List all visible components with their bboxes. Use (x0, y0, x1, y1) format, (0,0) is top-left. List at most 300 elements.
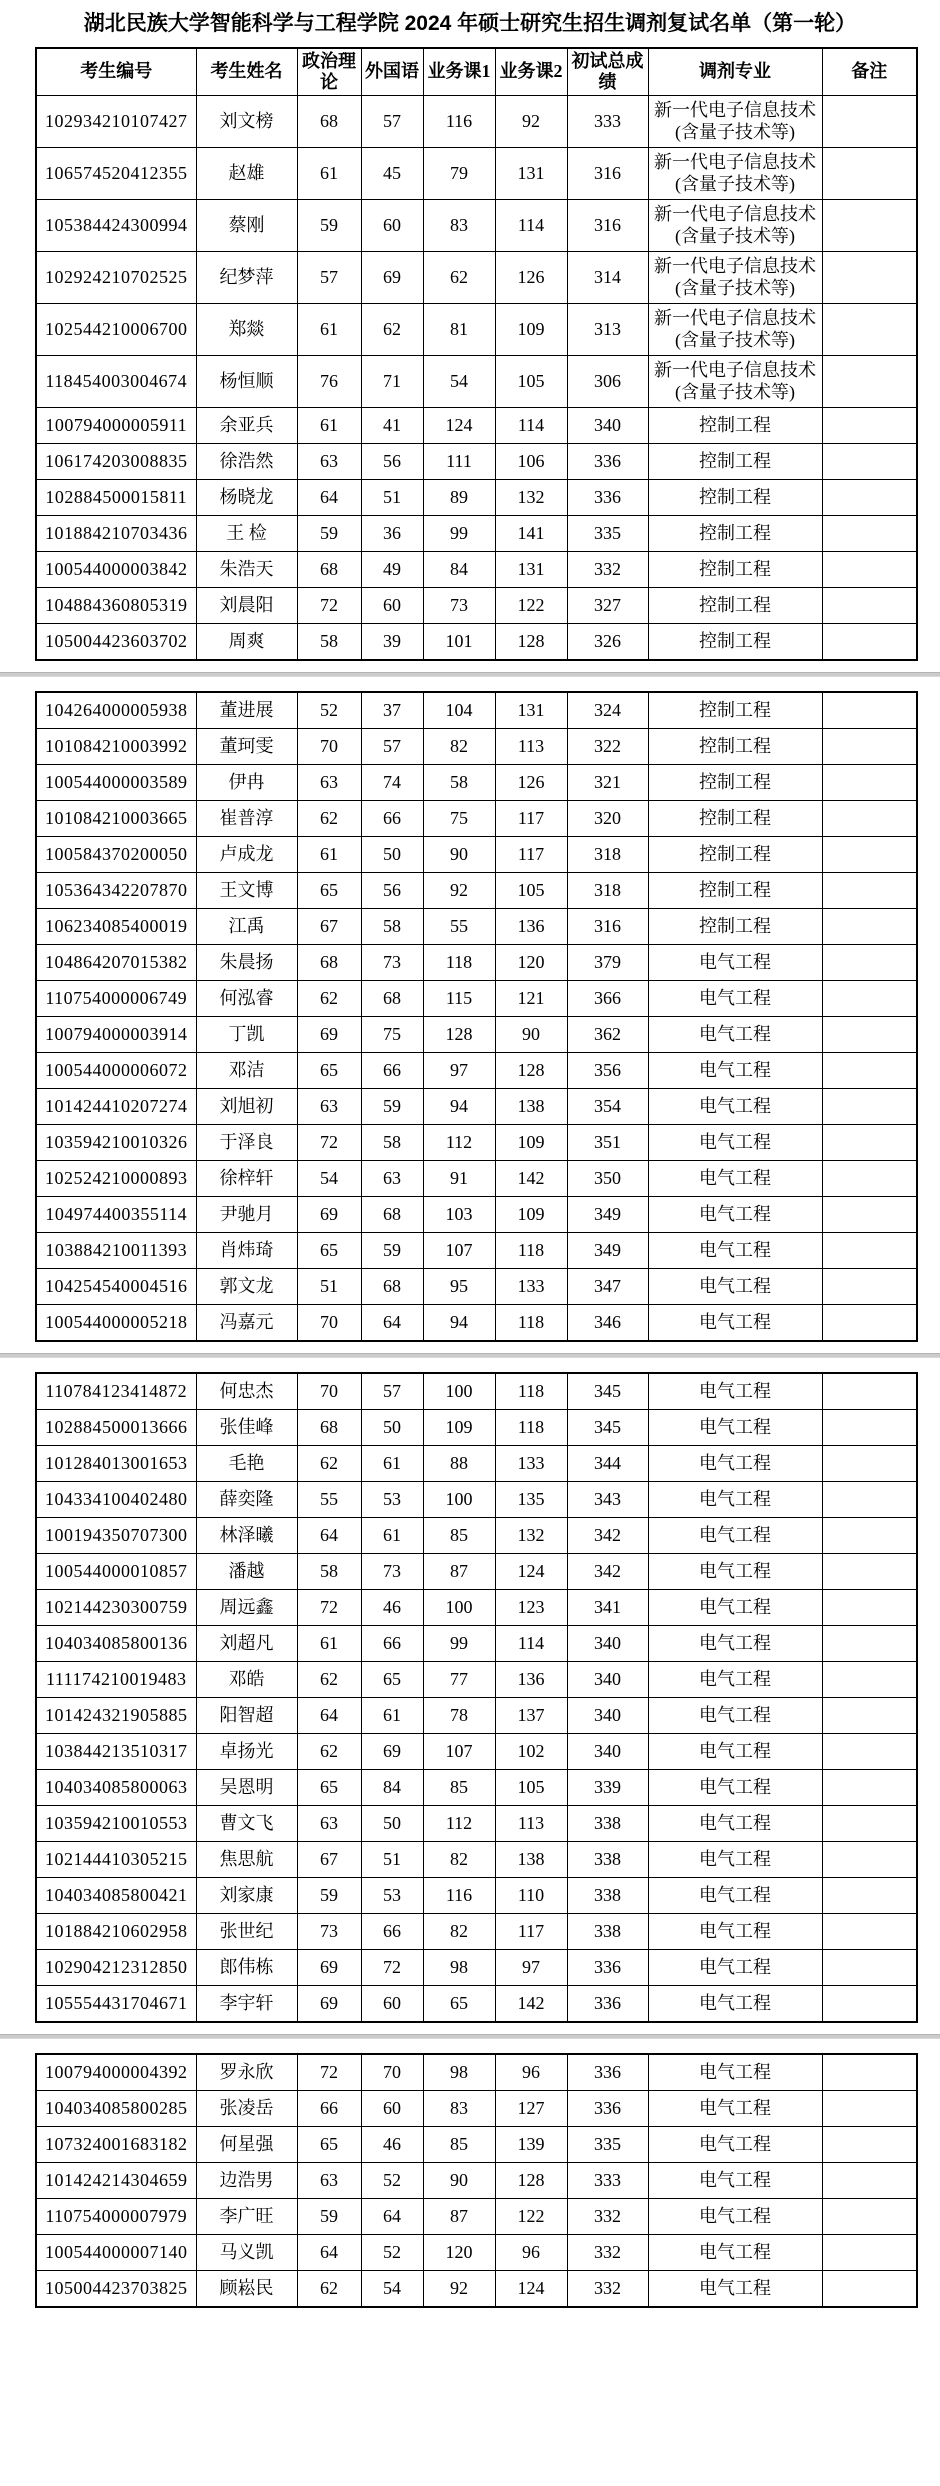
cell-course1-score: 112 (423, 1806, 495, 1842)
cell-remark (822, 1950, 917, 1986)
cell-candidate-name: 邓皓 (196, 1662, 297, 1698)
cell-course2-score: 117 (495, 837, 567, 873)
cell-total-score: 362 (567, 1017, 648, 1053)
table-row (36, 516, 917, 552)
cell-candidate-id: 102544210006700 (36, 304, 196, 356)
cell-foreign-language-score: 46 (361, 1590, 423, 1626)
cell-total-score: 351 (567, 1125, 648, 1161)
cell-candidate-id: 101424321905885 (36, 1698, 196, 1734)
cell-course1-score: 89 (423, 480, 495, 516)
cell-adjusted-major: 电气工程 (648, 2091, 822, 2127)
cell-course2-score: 113 (495, 1806, 567, 1842)
cell-course1-score: 81 (423, 304, 495, 356)
cell-candidate-id: 102144410305215 (36, 1842, 196, 1878)
table-row (36, 729, 917, 765)
cell-adjusted-major: 电气工程 (648, 2199, 822, 2235)
cell-politics-score: 54 (297, 1161, 361, 1197)
cell-course1-score: 100 (423, 1482, 495, 1518)
cell-candidate-name: 杨恒顺 (196, 356, 297, 408)
cell-candidate-name: 王 检 (196, 516, 297, 552)
cell-foreign-language-score: 57 (361, 96, 423, 148)
cell-foreign-language-score: 57 (361, 729, 423, 765)
cell-candidate-id: 103594210010326 (36, 1125, 196, 1161)
cell-remark (822, 1089, 917, 1125)
table-row (36, 1950, 917, 1986)
cell-remark (822, 909, 917, 945)
cell-adjusted-major: 电气工程 (648, 981, 822, 1017)
table-row (36, 837, 917, 873)
cell-candidate-name: 徐梓轩 (196, 1161, 297, 1197)
table-row (36, 692, 917, 729)
cell-remark (822, 1842, 917, 1878)
cell-candidate-id: 100584370200050 (36, 837, 196, 873)
cell-course2-score: 133 (495, 1269, 567, 1305)
cell-remark (822, 1305, 917, 1342)
cell-foreign-language-score: 68 (361, 981, 423, 1017)
cell-total-score: 338 (567, 1878, 648, 1914)
cell-remark (822, 1373, 917, 1410)
cell-total-score: 324 (567, 692, 648, 729)
table-row (36, 1698, 917, 1734)
column-header-name: 考生姓名 (196, 48, 297, 96)
cell-candidate-name: 刘超凡 (196, 1626, 297, 1662)
cell-adjusted-major: 电气工程 (648, 1269, 822, 1305)
table-row (36, 304, 917, 356)
cell-adjusted-major: 电气工程 (648, 1590, 822, 1626)
table-row (36, 96, 917, 148)
cell-remark (822, 873, 917, 909)
cell-foreign-language-score: 60 (361, 200, 423, 252)
cell-foreign-language-score: 58 (361, 1125, 423, 1161)
cell-adjusted-major: 电气工程 (648, 1089, 822, 1125)
cell-total-score: 320 (567, 801, 648, 837)
table-row (36, 1410, 917, 1446)
cell-course2-score: 126 (495, 765, 567, 801)
cell-adjusted-major: 电气工程 (648, 1734, 822, 1770)
column-header-note: 备注 (822, 48, 917, 96)
cell-politics-score: 62 (297, 1734, 361, 1770)
cell-adjusted-major: 控制工程 (648, 801, 822, 837)
cell-remark (822, 356, 917, 408)
table-row (36, 873, 917, 909)
cell-total-score: 349 (567, 1233, 648, 1269)
cell-candidate-id: 106234085400019 (36, 909, 196, 945)
cell-candidate-id: 101424214304659 (36, 2163, 196, 2199)
cell-course1-score: 84 (423, 552, 495, 588)
cell-course2-score: 118 (495, 1233, 567, 1269)
cell-remark (822, 1806, 917, 1842)
cell-candidate-id: 102144230300759 (36, 1590, 196, 1626)
cell-remark (822, 2127, 917, 2163)
cell-candidate-id: 102524210000893 (36, 1161, 196, 1197)
cell-candidate-name: 朱晨扬 (196, 945, 297, 981)
cell-politics-score: 64 (297, 2235, 361, 2271)
cell-politics-score: 59 (297, 200, 361, 252)
cell-course1-score: 82 (423, 1842, 495, 1878)
cell-foreign-language-score: 41 (361, 408, 423, 444)
page-break-separator (0, 672, 940, 677)
cell-course2-score: 135 (495, 1482, 567, 1518)
table-row (36, 1373, 917, 1410)
cell-course1-score: 82 (423, 1914, 495, 1950)
cell-course1-score: 128 (423, 1017, 495, 1053)
cell-politics-score: 69 (297, 1017, 361, 1053)
cell-politics-score: 51 (297, 1269, 361, 1305)
cell-course2-score: 109 (495, 1197, 567, 1233)
cell-total-score: 339 (567, 1770, 648, 1806)
cell-course2-score: 142 (495, 1986, 567, 2023)
cell-candidate-name: 郎伟栋 (196, 1950, 297, 1986)
cell-remark (822, 516, 917, 552)
cell-foreign-language-score: 52 (361, 2235, 423, 2271)
cell-remark (822, 837, 917, 873)
cell-foreign-language-score: 66 (361, 1053, 423, 1089)
cell-total-score: 332 (567, 2271, 648, 2308)
cell-course2-score: 114 (495, 408, 567, 444)
cell-total-score: 343 (567, 1482, 648, 1518)
cell-candidate-name: 冯嘉元 (196, 1305, 297, 1342)
cell-candidate-id: 100544000003589 (36, 765, 196, 801)
table-row (36, 1017, 917, 1053)
table-row (36, 1878, 917, 1914)
cell-candidate-id: 104254540004516 (36, 1269, 196, 1305)
cell-adjusted-major: 电气工程 (648, 1878, 822, 1914)
cell-course2-score: 132 (495, 480, 567, 516)
table-row (36, 801, 917, 837)
column-header-foreign: 外国语 (361, 48, 423, 96)
cell-candidate-id: 104264000005938 (36, 692, 196, 729)
cell-remark (822, 624, 917, 661)
cell-total-score: 333 (567, 2163, 648, 2199)
cell-adjusted-major: 电气工程 (648, 1017, 822, 1053)
cell-course1-score: 65 (423, 1986, 495, 2023)
results-table-page-4 (35, 2053, 918, 2308)
cell-total-score: 313 (567, 304, 648, 356)
page-break-separator (0, 2034, 940, 2039)
column-header-major: 调剂专业 (648, 48, 822, 96)
cell-politics-score: 67 (297, 909, 361, 945)
results-table-page-2 (35, 691, 918, 1342)
cell-course1-score: 90 (423, 2163, 495, 2199)
cell-total-score: 306 (567, 356, 648, 408)
cell-course2-score: 117 (495, 1914, 567, 1950)
cell-course1-score: 91 (423, 1161, 495, 1197)
cell-total-score: 341 (567, 1590, 648, 1626)
cell-politics-score: 61 (297, 1626, 361, 1662)
cell-politics-score: 68 (297, 96, 361, 148)
cell-course2-score: 90 (495, 1017, 567, 1053)
cell-politics-score: 65 (297, 1053, 361, 1089)
table-row (36, 1125, 917, 1161)
cell-candidate-id: 101084210003665 (36, 801, 196, 837)
cell-candidate-name: 董珂雯 (196, 729, 297, 765)
cell-candidate-id: 102904212312850 (36, 1950, 196, 1986)
table-row (36, 945, 917, 981)
cell-remark (822, 200, 917, 252)
cell-candidate-name: 曹文飞 (196, 1806, 297, 1842)
cell-politics-score: 61 (297, 837, 361, 873)
cell-total-score: 336 (567, 1950, 648, 1986)
cell-politics-score: 70 (297, 1373, 361, 1410)
cell-candidate-id: 103594210010553 (36, 1806, 196, 1842)
table-row (36, 909, 917, 945)
cell-course1-score: 100 (423, 1373, 495, 1410)
cell-candidate-name: 薛奕隆 (196, 1482, 297, 1518)
cell-politics-score: 68 (297, 1410, 361, 1446)
cell-foreign-language-score: 46 (361, 2127, 423, 2163)
cell-course1-score: 79 (423, 148, 495, 200)
cell-candidate-name: 周远鑫 (196, 1590, 297, 1626)
cell-total-score: 345 (567, 1373, 648, 1410)
cell-course2-score: 110 (495, 1878, 567, 1914)
cell-course1-score: 90 (423, 837, 495, 873)
cell-candidate-name: 伊冉 (196, 765, 297, 801)
cell-foreign-language-score: 66 (361, 1914, 423, 1950)
cell-remark (822, 1662, 917, 1698)
cell-course1-score: 92 (423, 873, 495, 909)
cell-remark (822, 552, 917, 588)
cell-course1-score: 98 (423, 1950, 495, 1986)
results-table-page-3 (35, 1372, 918, 2023)
cell-remark (822, 480, 917, 516)
cell-total-score: 344 (567, 1446, 648, 1482)
cell-remark (822, 252, 917, 304)
table-row (36, 1053, 917, 1089)
cell-candidate-id: 110754000006749 (36, 981, 196, 1017)
cell-adjusted-major: 控制工程 (648, 873, 822, 909)
column-header-course1: 业务课1 (423, 48, 495, 96)
cell-course2-score: 96 (495, 2235, 567, 2271)
cell-total-score: 342 (567, 1554, 648, 1590)
cell-course1-score: 116 (423, 96, 495, 148)
cell-course2-score: 118 (495, 1373, 567, 1410)
cell-remark (822, 1446, 917, 1482)
cell-politics-score: 65 (297, 873, 361, 909)
cell-course1-score: 100 (423, 1590, 495, 1626)
cell-candidate-name: 何星强 (196, 2127, 297, 2163)
cell-candidate-id: 101424410207274 (36, 1089, 196, 1125)
cell-remark (822, 588, 917, 624)
cell-candidate-id: 103884210011393 (36, 1233, 196, 1269)
cell-adjusted-major: 控制工程 (648, 837, 822, 873)
cell-candidate-name: 王文博 (196, 873, 297, 909)
document-sheet (0, 4, 940, 2308)
cell-course2-score: 120 (495, 945, 567, 981)
cell-candidate-id: 104034085800063 (36, 1770, 196, 1806)
cell-foreign-language-score: 50 (361, 837, 423, 873)
cell-candidate-id: 104864207015382 (36, 945, 196, 981)
cell-total-score: 314 (567, 252, 648, 304)
cell-adjusted-major: 电气工程 (648, 1053, 822, 1089)
cell-course1-score: 88 (423, 1446, 495, 1482)
cell-total-score: 322 (567, 729, 648, 765)
cell-total-score: 347 (567, 1269, 648, 1305)
cell-candidate-id: 104034085800421 (36, 1878, 196, 1914)
cell-remark (822, 1125, 917, 1161)
cell-candidate-name: 董进展 (196, 692, 297, 729)
cell-candidate-name: 徐浩然 (196, 444, 297, 480)
cell-course2-score: 105 (495, 873, 567, 909)
cell-course1-score: 94 (423, 1305, 495, 1342)
column-header-total: 初试总成绩 (567, 48, 648, 96)
table-row (36, 2271, 917, 2308)
cell-adjusted-major: 新一代电子信息技术(含量子技术等) (648, 356, 822, 408)
cell-course1-score: 107 (423, 1734, 495, 1770)
cell-total-score: 338 (567, 1806, 648, 1842)
cell-course1-score: 109 (423, 1410, 495, 1446)
table-row (36, 2199, 917, 2235)
cell-candidate-name: 余亚兵 (196, 408, 297, 444)
cell-course2-score: 127 (495, 2091, 567, 2127)
cell-remark (822, 1518, 917, 1554)
cell-course2-score: 133 (495, 1446, 567, 1482)
cell-adjusted-major: 电气工程 (648, 1770, 822, 1806)
table-row (36, 2054, 917, 2091)
cell-candidate-id: 101084210003992 (36, 729, 196, 765)
cell-adjusted-major: 电气工程 (648, 1842, 822, 1878)
cell-remark (822, 1233, 917, 1269)
cell-politics-score: 64 (297, 1698, 361, 1734)
cell-candidate-name: 刘文榜 (196, 96, 297, 148)
cell-course2-score: 114 (495, 1626, 567, 1662)
cell-adjusted-major: 电气工程 (648, 1482, 822, 1518)
cell-politics-score: 68 (297, 552, 361, 588)
table-row (36, 1518, 917, 1554)
cell-politics-score: 58 (297, 1554, 361, 1590)
cell-foreign-language-score: 74 (361, 765, 423, 801)
cell-foreign-language-score: 61 (361, 1446, 423, 1482)
table-row (36, 1914, 917, 1950)
cell-remark (822, 692, 917, 729)
cell-course1-score: 87 (423, 2199, 495, 2235)
cell-course1-score: 82 (423, 729, 495, 765)
cell-foreign-language-score: 69 (361, 1734, 423, 1770)
table-row (36, 356, 917, 408)
cell-politics-score: 63 (297, 765, 361, 801)
cell-remark (822, 2271, 917, 2308)
cell-candidate-id: 100794000004392 (36, 2054, 196, 2091)
cell-foreign-language-score: 65 (361, 1662, 423, 1698)
header-row (36, 48, 917, 96)
table-row (36, 1734, 917, 1770)
cell-adjusted-major: 电气工程 (648, 1410, 822, 1446)
cell-course1-score: 107 (423, 1233, 495, 1269)
table-row (36, 444, 917, 480)
cell-course2-score: 136 (495, 909, 567, 945)
cell-politics-score: 61 (297, 408, 361, 444)
cell-total-score: 346 (567, 1305, 648, 1342)
cell-foreign-language-score: 56 (361, 873, 423, 909)
cell-candidate-name: 卓扬光 (196, 1734, 297, 1770)
cell-total-score: 342 (567, 1518, 648, 1554)
cell-candidate-name: 崔普淳 (196, 801, 297, 837)
cell-adjusted-major: 控制工程 (648, 624, 822, 661)
cell-course1-score: 112 (423, 1125, 495, 1161)
cell-adjusted-major: 控制工程 (648, 516, 822, 552)
cell-politics-score: 62 (297, 801, 361, 837)
cell-politics-score: 58 (297, 624, 361, 661)
cell-foreign-language-score: 66 (361, 1626, 423, 1662)
cell-foreign-language-score: 68 (361, 1197, 423, 1233)
cell-course2-score: 131 (495, 552, 567, 588)
cell-total-score: 335 (567, 516, 648, 552)
cell-course1-score: 118 (423, 945, 495, 981)
cell-remark (822, 1161, 917, 1197)
cell-total-score: 316 (567, 148, 648, 200)
cell-course2-score: 114 (495, 200, 567, 252)
cell-adjusted-major: 新一代电子信息技术(含量子技术等) (648, 304, 822, 356)
cell-total-score: 332 (567, 2199, 648, 2235)
cell-foreign-language-score: 60 (361, 2091, 423, 2127)
cell-course2-score: 109 (495, 304, 567, 356)
cell-course2-score: 105 (495, 1770, 567, 1806)
cell-foreign-language-score: 75 (361, 1017, 423, 1053)
cell-candidate-id: 105004423703825 (36, 2271, 196, 2308)
cell-course2-score: 105 (495, 356, 567, 408)
table-row (36, 1446, 917, 1482)
cell-total-score: 336 (567, 1986, 648, 2023)
cell-total-score: 366 (567, 981, 648, 1017)
cell-politics-score: 62 (297, 1446, 361, 1482)
cell-adjusted-major: 电气工程 (648, 1197, 822, 1233)
cell-course1-score: 116 (423, 1878, 495, 1914)
cell-adjusted-major: 电气工程 (648, 1698, 822, 1734)
table-row (36, 252, 917, 304)
cell-total-score: 379 (567, 945, 648, 981)
cell-candidate-name: 赵雄 (196, 148, 297, 200)
cell-foreign-language-score: 59 (361, 1089, 423, 1125)
table-row (36, 588, 917, 624)
cell-course2-score: 102 (495, 1734, 567, 1770)
cell-foreign-language-score: 72 (361, 1950, 423, 1986)
cell-adjusted-major: 控制工程 (648, 692, 822, 729)
cell-foreign-language-score: 64 (361, 2199, 423, 2235)
cell-total-score: 340 (567, 1662, 648, 1698)
table-row (36, 1626, 917, 1662)
cell-candidate-name: 卢成龙 (196, 837, 297, 873)
cell-politics-score: 57 (297, 252, 361, 304)
cell-adjusted-major: 电气工程 (648, 2163, 822, 2199)
cell-politics-score: 61 (297, 148, 361, 200)
cell-remark (822, 1269, 917, 1305)
cell-total-score: 318 (567, 873, 648, 909)
cell-adjusted-major: 电气工程 (648, 1125, 822, 1161)
cell-candidate-name: 边浩男 (196, 2163, 297, 2199)
cell-politics-score: 61 (297, 304, 361, 356)
cell-remark (822, 1554, 917, 1590)
cell-course2-score: 136 (495, 1662, 567, 1698)
cell-candidate-name: 于泽良 (196, 1125, 297, 1161)
cell-remark (822, 981, 917, 1017)
cell-remark (822, 2163, 917, 2199)
cell-politics-score: 72 (297, 1125, 361, 1161)
cell-foreign-language-score: 84 (361, 1770, 423, 1806)
cell-adjusted-major: 控制工程 (648, 480, 822, 516)
cell-remark (822, 1986, 917, 2023)
cell-course1-score: 54 (423, 356, 495, 408)
cell-candidate-id: 100544000003842 (36, 552, 196, 588)
cell-candidate-id: 102884500015811 (36, 480, 196, 516)
cell-course1-score: 73 (423, 588, 495, 624)
cell-course1-score: 85 (423, 1770, 495, 1806)
cell-foreign-language-score: 56 (361, 444, 423, 480)
table-row (36, 480, 917, 516)
cell-remark (822, 148, 917, 200)
cell-candidate-id: 111174210019483 (36, 1662, 196, 1698)
cell-course1-score: 94 (423, 1089, 495, 1125)
cell-politics-score: 59 (297, 516, 361, 552)
cell-adjusted-major: 电气工程 (648, 1233, 822, 1269)
